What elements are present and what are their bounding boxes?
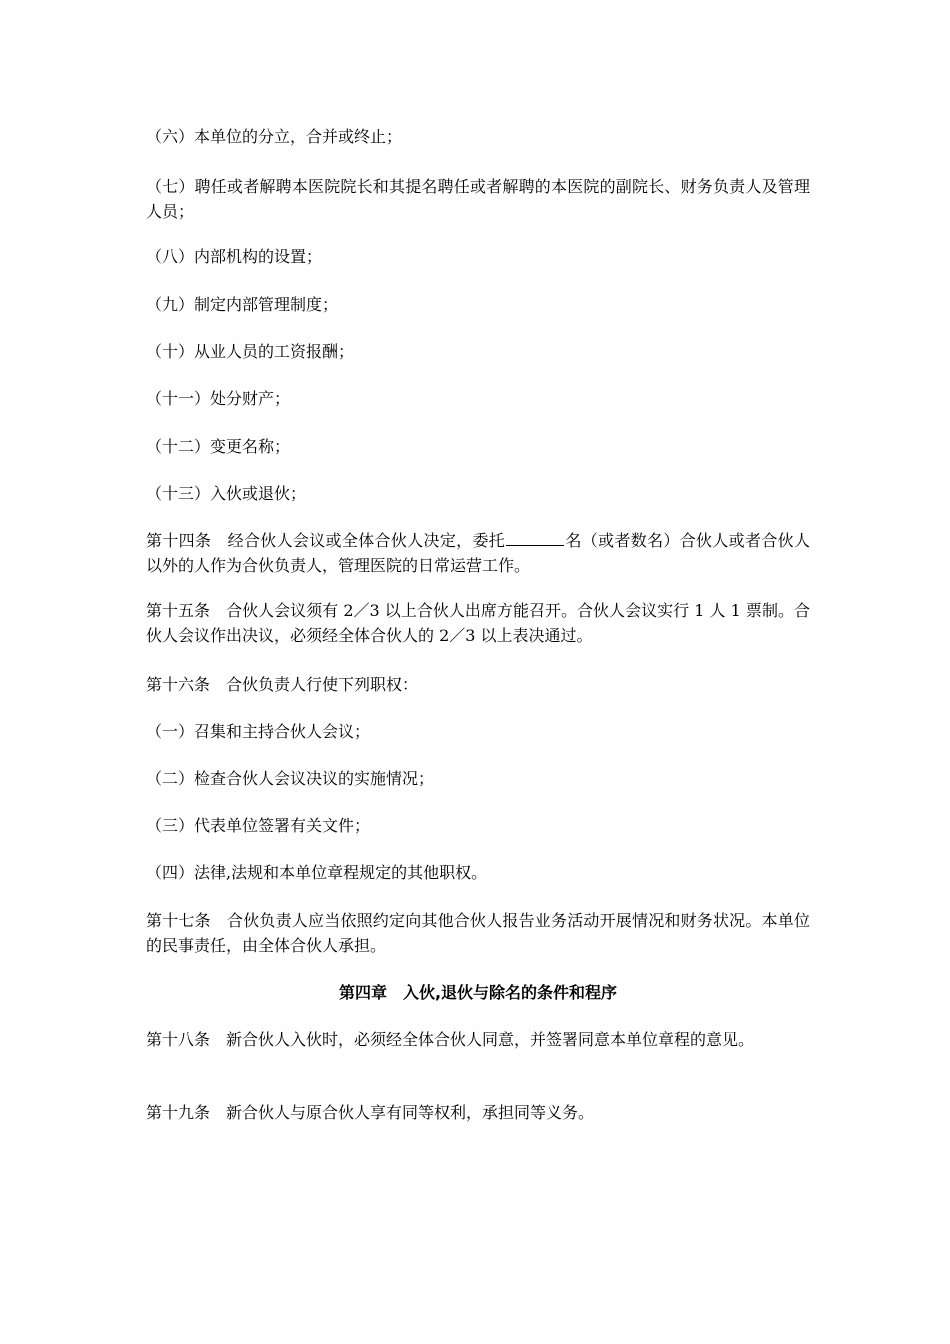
chapter-heading: 第四章 入伙,退伙与除名的条件和程序 [338, 983, 618, 1002]
list-item: （十）从业人员的工资报酬； [146, 342, 355, 361]
article-18: 第十八条 新合伙人入伙时，必须经全体合伙人同意，并签署同意本单位章程的意见。 [146, 1030, 755, 1049]
list-item: （九）制定内部管理制度； [146, 295, 339, 314]
power-item: （四）法律,法规和本单位章程规定的其他职权。 [146, 863, 488, 882]
list-item: （十三）入伙或退伙； [146, 484, 307, 503]
list-item: （八）内部机构的设置； [146, 247, 323, 266]
list-item: （十一）处分财产； [146, 389, 291, 408]
article-14-before: 第十四条 经合伙人会议或全体合伙人决定，委托 [146, 531, 506, 550]
power-item: （一）召集和主持合伙人会议； [146, 722, 371, 741]
article-15: 第十五条 合伙人会议须有 2／3 以上合伙人出席方能召开。合伙人会议实行 1 人 1 票制。合伙人会议作出决议，必须经全体合伙人的 2／3 以上表决通过。 [146, 601, 810, 645]
article-17: 第十七条 合伙负责人应当依照约定向其他合伙人报告业务活动开展情况和财务状况。本单位的民事责任，由全体合伙人承担。 [146, 911, 810, 955]
power-item: （二）检查合伙人会议决议的实施情况； [146, 769, 435, 788]
article-14 [146, 528, 810, 578]
list-item: （七）聘任或者解聘本医院院长和其提名聘任或者解聘的本医院的副院长、财务负责人及管理人员； [146, 177, 810, 221]
list-item: （六）本单位的分立，合并或终止； [146, 127, 403, 146]
article-19: 第十九条 新合伙人与原合伙人享有同等权利，承担同等义务。 [146, 1103, 595, 1122]
fill-in-blank [506, 529, 564, 546]
article-16: 第十六条 合伙负责人行使下列职权： [146, 675, 419, 694]
list-item: （十二）变更名称； [146, 437, 291, 456]
article-14-after: 名（或者数名）合伙人或者合伙人以外的人作为合伙负责人，管理医院的日常运营工作。 [146, 531, 810, 575]
power-item: （三）代表单位签署有关文件； [146, 816, 371, 835]
